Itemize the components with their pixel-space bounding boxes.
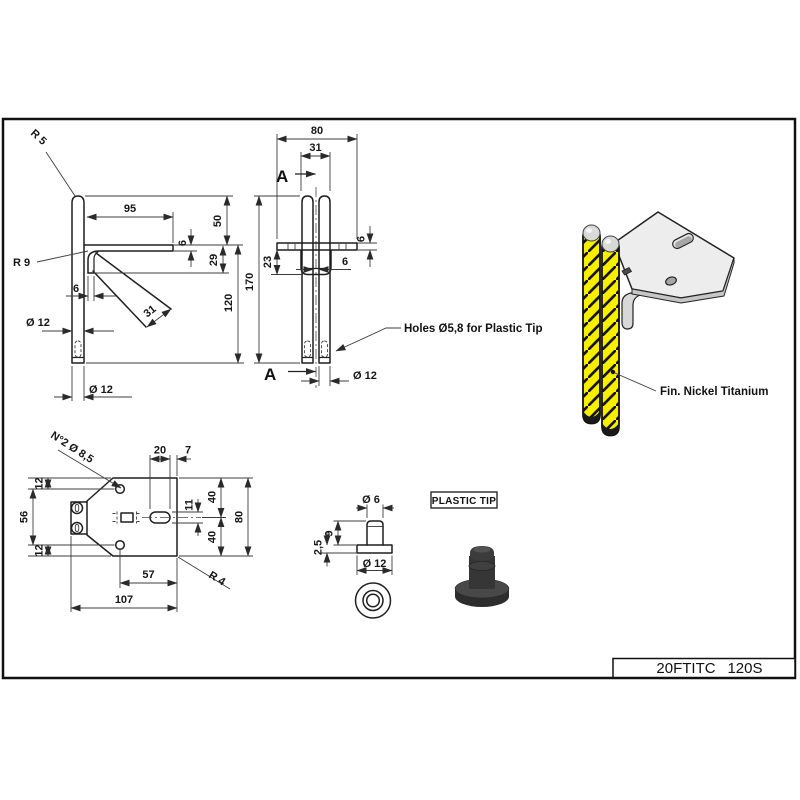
dim-arm-to-bottom: 120 [223,293,235,313]
dim-plan-overall-width: 107 [114,594,134,606]
dim-gusset-width: 31 [141,303,159,321]
section-label-top: A [276,167,289,186]
title-size-code: 120S [727,660,763,677]
material-label: Fin. Nickel Titanium [660,386,769,398]
iso-rod-left-cap [583,225,600,241]
dim-half-height-bottom: 40 [206,530,219,544]
dim-flange-dia: Ø 12 [362,558,387,570]
dim-flange-height: 2,5 [312,539,325,556]
dim-slot-offset: 20 [153,444,167,457]
dim-overall-width: 80 [310,125,324,137]
dim-top-to-arm: 50 [212,214,224,228]
dim-radius-top: R 5 [27,127,49,148]
dim-post-height: 9 [323,530,336,537]
dim-half-height-top: 40 [206,490,219,504]
dim-rod-dia: Ø 12 [26,317,50,329]
dim-slot-from-right: 57 [142,569,155,581]
dim-hole-span: 56 [18,510,31,524]
plastic-tip-label: PLASTIC TIP [431,495,497,507]
dim-top-margin: 12 [33,477,46,490]
section-label-bottom: A [264,365,277,384]
title-part-code: 20FTITC [656,660,716,677]
dim-plan-overall-height: 80 [233,510,246,524]
dim-corner-radius: R 4 [206,569,228,589]
dim-post-dia: Ø 6 [362,494,380,506]
dim-bottom-margin: 12 [33,544,46,557]
dim-plate-thickness: 6 [355,235,368,243]
dim-edge-offset: 7 [184,444,192,457]
dim-rod-span: 31 [309,142,322,154]
dim-arm-length: 95 [123,203,137,215]
dim-slot-width: 11 [183,499,196,511]
iso-rod-right [602,239,619,436]
iso-rod-right-cap [602,236,619,252]
iso-rod-left [583,228,600,424]
holes-note: Holes Ø5,8 for Plastic Tip [404,323,543,335]
dim-arm-thickness: 6 [177,239,189,247]
dim-front-rod-dia: Ø 12 [353,370,377,382]
dim-radius-corner: R 9 [13,257,31,269]
dim-rod-dia-bottom: Ø 12 [89,384,113,396]
dim-flange-width: 6 [72,283,80,295]
material-leader-dot [611,370,615,374]
dim-overall-height: 170 [244,272,256,292]
dim-holes-note: N°2 Ø 8,5 [48,429,96,466]
dim-rod-gap: 6 [341,256,349,268]
dim-plate-to-flange: 23 [262,255,274,269]
dim-arm-to-flange: 29 [208,253,220,267]
